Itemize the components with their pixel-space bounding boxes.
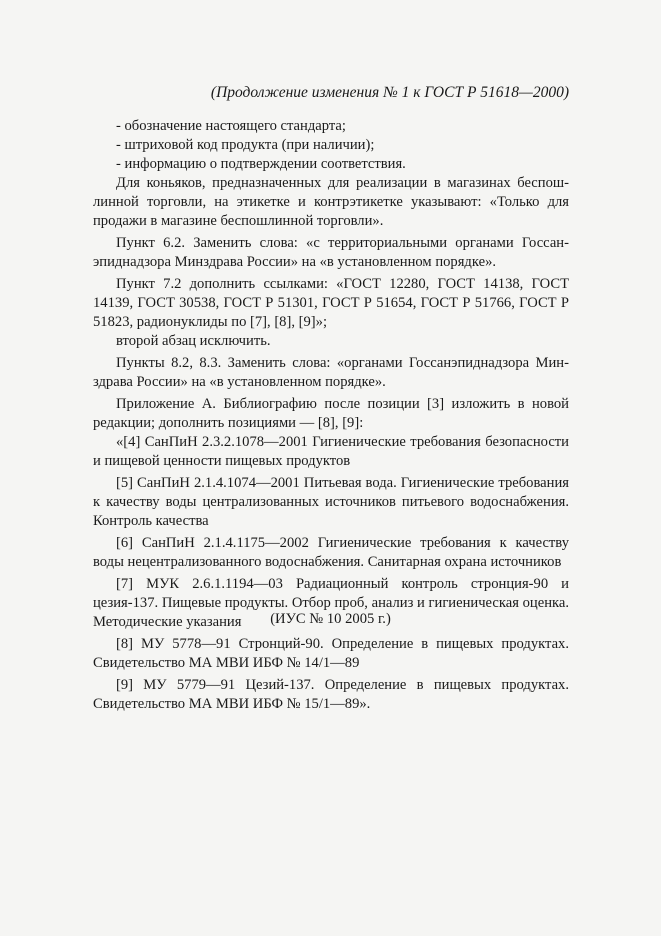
bibliography-item-5: [5] СанПиН 2.1.4.1074—2001 Питьевая вода. Гигиенические требования к качеству воды централизованных источников питьевого водоснабжения. Контроль качества	[93, 475, 569, 529]
list-item: - обозначение настоящего стандарта;	[116, 118, 346, 134]
ius-reference: (ИУС № 10 2005 г.)	[270, 611, 391, 627]
bibliography-item-8: [8] МУ 5778—91 Стронций-90. Определение в пищевых продуктах. Свидетельство МА МВИ ИБФ № 14/1—89	[93, 636, 569, 671]
bibliography-item-6: [6] СанПиН 2.1.4.1175—2002 Гигиенические требования к качеству воды нецентрализованного водоснабжения. Санитарная охрана источников	[93, 535, 569, 570]
list-item: - информацию о подтверждении соответствия.	[116, 156, 406, 172]
bibliography-item-7: [7] МУК 2.6.1.1194—03 Радиационный контроль стронция-90 и цезия-137. Пищевые продукты. Отбор проб, анализ и гигиеническая оценка. Методические указания	[93, 576, 569, 630]
paragraph-second-para: второй абзац исключить.	[116, 333, 271, 349]
bibliography-item-9: [9] МУ 5779—91 Цезий-137. Определение в пищевых продуктах. Свидетельство МА МВИ ИБФ № 15/1—89».	[93, 677, 569, 712]
paragraph-appendix-a: Приложение А. Библиографию после позиции [3] изложить в новой редакции; дополнить позициями — [8], [9]:	[93, 396, 569, 431]
bibliography-item-4: «[4] СанПиН 2.3.2.1078—2001 Гигиенические требования безопасности и пищевой ценности пищевых продуктов	[93, 434, 569, 469]
paragraph-clause-6-2: Пункт 6.2. Заменить слова: «с территориальными органами Госсанэпиднадзора Минздрава России» на «в установленном порядке».	[93, 235, 569, 270]
list-item: - штриховой код продукта (при наличии);	[116, 137, 375, 153]
paragraph-clause-7-2: Пункт 7.2 дополнить ссылками: «ГОСТ 12280, ГОСТ 14138, ГОСТ 14139, ГОСТ 30538, ГОСТ Р 51301, ГОСТ Р 51654, ГОСТ Р 51766, ГОСТ Р 51823, радионуклиды по [7], [8], [9]»;	[93, 276, 569, 330]
paragraph-duty-free: Для коньяков, предназначенных для реализации в магазинах беспошлинной торговли, на этикетке и контрэтикетке указывают: «Только для продажи в магазине беспошлинной торговли».	[93, 175, 569, 229]
amendment-header: (Продолжение изменения № 1 к ГОСТ Р 51618—2000)	[210, 84, 569, 101]
paragraph-clause-8: Пункты 8.2, 8.3. Заменить слова: «органами Госсанэпиднадзора Минздрава России» на «в установленном порядке».	[93, 355, 569, 390]
